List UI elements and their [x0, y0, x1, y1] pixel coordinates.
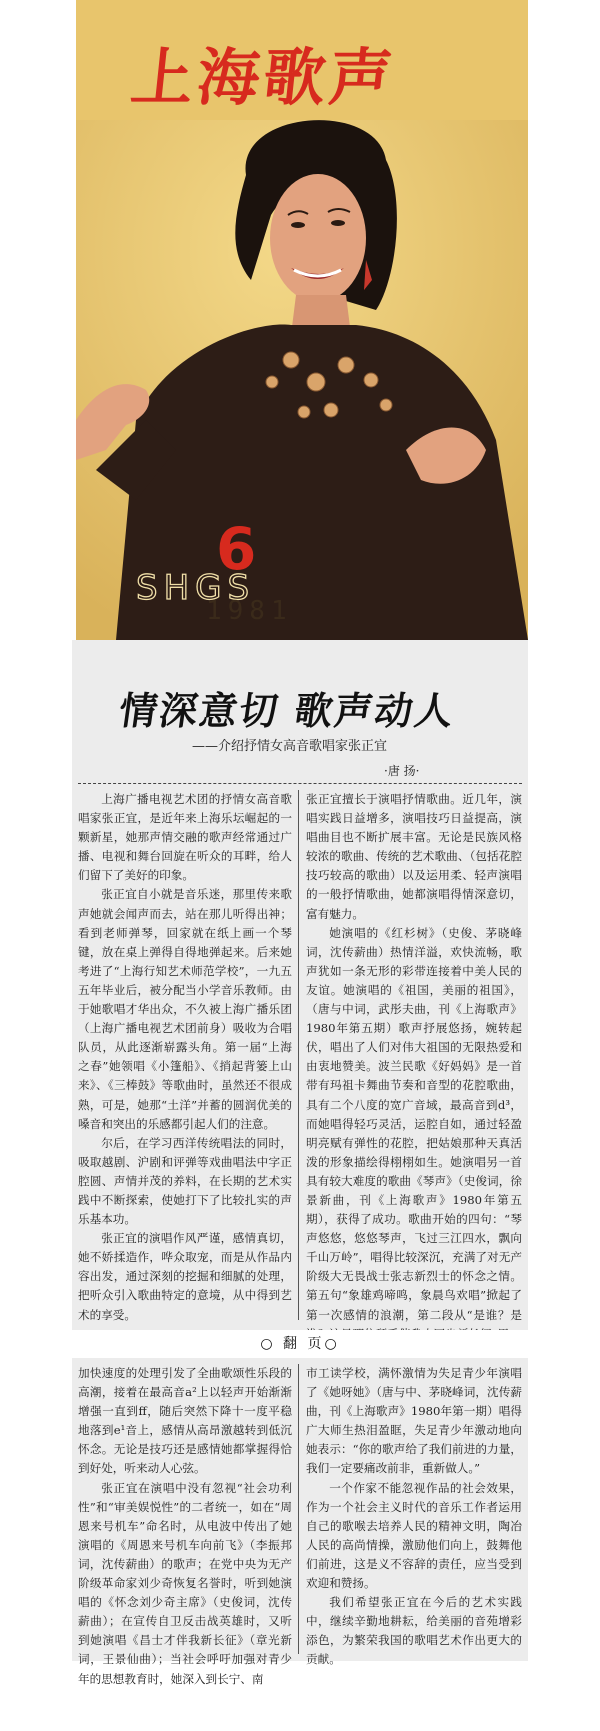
- text-column-right: [306, 790, 522, 1344]
- turn-page-label: ○ 翻 页○: [72, 1330, 528, 1358]
- column-divider: [298, 790, 299, 1320]
- paragraph: 市工读学校，满怀激情为失足青少年演唱了《她呀她》（唐与中、茅晓峰词，沈传薪曲，刊《上海歌声》1980年第一期）唱得广大师生热泪盈眶，失足青少年激动地向她表示：“你的歌声给了我们前进的力量，我们一定要痛改前非，重新做人。”: [306, 1366, 522, 1476]
- article-subtitle: ——介绍抒情女高音歌唱家张正宜: [192, 739, 388, 754]
- paragraph: 尔后，在学习西洋传统唱法的同时，吸取越剧、沪剧和评弹等戏曲唱法中字正腔圆、声情并茂的养料，在长期的艺术实践中不断探索，使她打下了比较扎实的声乐基本功。: [78, 1135, 292, 1227]
- paragraph: 张正宜自小就是音乐迷，那里传来歌声她就会闻声而去，站在那儿听得出神；看到老师弹琴，回家就在纸上画一个琴键，放在桌上弹得自得地弹起来。后来她考进了“上海行知艺术师范学校”，一九五五年毕业后，被分配当小学音乐教师。由于她歌唱才华出众，不久被上海广播乐团（上海广播电视艺术团前身）吸收为合唱队员，从此逐渐崭露头角。第一届“上海之春”她领唱《小篷船》、《捎起背篓上山来》、《三棒鼓》等歌曲时，虽然还不很成熟，可是，她那“土洋”并蓄的圆润优美的嗓音和突出的乐感都引起人们的注意。: [78, 887, 292, 1131]
- paragraph: 上海广播电视艺术团的抒情女高音歌唱家张正宜，是近年来上海乐坛崛起的一颗新星，她那声情交融的歌声经常通过广播、电视和舞台回旋在听众的耳畔，给人们留下了美好的印象。: [78, 792, 292, 883]
- article-author: ·唐 扬·: [384, 764, 420, 778]
- paragraph: 张正宜的演唱作风严谨，感情真切，她不娇揉造作，哗众取宠，而是从作品内容出发，通过深刻的挖掘和细腻的处理，把听众引入歌曲特定的意境，从中得到艺术的享受。: [78, 1231, 292, 1322]
- magazine-title: 上海歌声: [127, 41, 400, 114]
- issue-number: 6: [216, 515, 257, 583]
- paragraph: 一个作家不能忽视作品的社会效果，作为一个社会主义时代的音乐工作者运用自己的歌喉去培养人民的精神文明，陶冶人民的高尚情操，激励他们向上，鼓舞他们前进，这是义不容辞的责任，应当受到欢迎和赞扬。: [306, 1480, 522, 1591]
- issue-year: 1981: [206, 596, 293, 626]
- header-rule: [78, 783, 522, 784]
- paragraph: 她演唱的《红杉树》（史俊、茅晓峰词，沈传薪曲）热情洋溢，欢快流畅，歌声犹如一条无形的彩带连接着中美人民的友谊。她演唱的《祖国，美丽的祖国》，（唐与中词，武彤夫曲，刊《上海歌声》1980年第五期）歌声抒展悠扬，婉转起伏，唱出了人们对伟大祖国的无限热爱和由衷地赞美。波兰民歌《好妈妈》是一首带有玛祖卡舞曲节奏和音型的花腔歌曲，具有二个八度的宽广音域，最高音到d³，而她唱得轻巧灵活，运腔自如，通过轻盈明亮赋有弹性的花腔，把姑娘那种天真活泼的形象描绘得栩栩如生。她演唱另一首具有较大难度的歌曲《琴声》（史俊词，徐景新曲，刊《上海歌声》1980年第五期），获得了成功。歌曲开始的四句：“琴声悠悠，悠悠琴声，飞过三江四水，飘向千山万岭”，唱得比较深沉，充满了对无产阶级大无畏战士张志新烈士的怀念之情。第五句“象雄鸡啼鸣，象晨鸟欢唱”掀起了第一次感情的浪潮，第二段从“是谁？是: [306, 925, 522, 1322]
- paragraph: 我们希望张正宜在今后的艺术实践中，继续辛勤地耕耘，给美丽的音苑增彩添色，为繁荣我国的歌唱艺术作出更大的贡献。: [306, 1595, 522, 1667]
- paragraph: 加快速度的处理引发了全曲歌颂性乐段的高潮，接着在最高音a²上以轻声开始渐渐增强一直到ff，随后突然下降十一度平稳地落到e¹音上，感情从高昂激越转到低沉怀念。无论是技巧还是感情她都掌握得恰到好处，听来动人心弦。: [78, 1366, 292, 1476]
- column-divider: [298, 1364, 299, 1654]
- paragraph: 张正宜擅长于演唱抒情歌曲。近几年，演唱实践日益增多，演唱技巧日益提高，演唱曲目也不断扩展丰富。无论是民族风格较浓的歌曲、传统的艺术歌曲、（包括花腔技巧较高的歌曲）以及运用柔、轻声演唱的一般抒情歌曲，她都演唱得情深意切，富有魅力。: [306, 792, 522, 921]
- magazine-cover: [76, 0, 528, 640]
- article-page-2: [72, 1358, 528, 1686]
- singer-photo: [76, 120, 528, 640]
- paragraph: 张正宜在演唱中没有忽视“社会功利性”和“审美娱悦性”的二者统一，如在“周恩来号机车”命名时，从电波中传出了她演唱的《周恩来号机车向前飞》（李振邦词，沈传薪曲）的歌声；在党中央为无产阶级革命家刘少奇恢复名誉时，听到她演唱的《怀念刘少奇主席》（史俊词，沈传薪曲）；在宣传自卫反击战英雄时，又听到她演唱《昌士才伴我新长征》（章光新词，王景仙曲）；当社会呼吁加强对青少年的思想教育时，她深入到长宁、南: [78, 1480, 292, 1686]
- text-column-left: [78, 790, 292, 1325]
- cover-logo: SHGS: [136, 568, 256, 608]
- article-page-1: [72, 640, 528, 1330]
- text-column-right: [306, 1364, 522, 1670]
- text-column-left: [78, 1364, 292, 1689]
- article-title: 情深意切 歌声动人: [116, 688, 458, 733]
